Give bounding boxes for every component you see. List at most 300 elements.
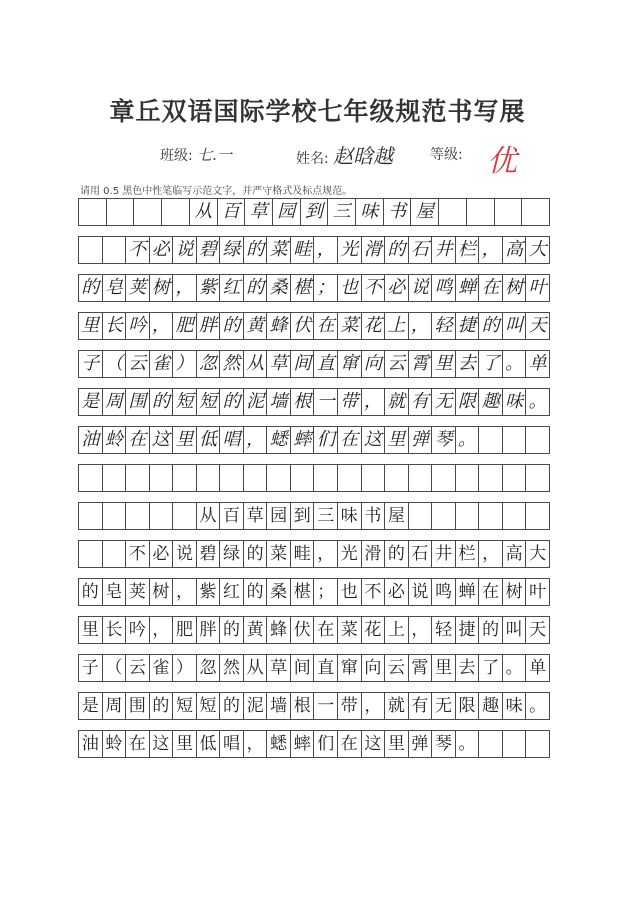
grid-cell: 捷 [456,312,480,340]
grid-cell: 百 [218,198,246,226]
grid-cell: 伏 [291,616,315,644]
grid-cell: 味 [503,388,527,416]
grid-cell: ， [150,616,174,644]
grid-cell [150,464,174,492]
grid-cell: 去 [456,654,480,682]
grid-cell: 花 [362,312,386,340]
grid-cell: ） [173,654,197,682]
grid-cell: 轻 [432,616,456,644]
grid-cell: 忽 [197,350,221,378]
grid-cell [103,502,127,530]
grid-cell: 根 [291,692,315,720]
grid-cell: 们 [314,426,338,454]
grid-cell: 伏 [291,312,315,340]
grid-cell: 低 [197,426,221,454]
grid-cell: 的 [79,578,103,606]
class-value: 七.一 [197,146,232,164]
grid-cell: 霄 [409,654,433,682]
grid-cell: 在 [126,426,150,454]
grid-cell: 无 [432,692,456,720]
grid-cell: 。 [456,730,480,758]
grid-cell [503,502,527,530]
grid-cell: 里 [173,426,197,454]
grid-cell: 的 [220,312,244,340]
grid-cell: 树 [150,274,174,302]
grid-cell: 井 [432,236,456,264]
grid-cell: 趣 [479,692,503,720]
grid-cell: 琴 [432,426,456,454]
grid-cell: 也 [338,274,362,302]
grid-cell: 在 [479,274,503,302]
grid-cell: 胖 [197,616,221,644]
grid-cell: 石 [409,236,433,264]
grid-cell: 椹 [291,274,315,302]
grid-cell: 滑 [362,540,386,568]
grid-cell: 里 [432,654,456,682]
grid-cell: 也 [338,578,362,606]
grid-cell: 井 [432,540,456,568]
grid-cell [503,730,527,758]
grid-cell: 根 [291,388,315,416]
grid-cell [126,502,150,530]
grid-cell: 雀 [150,654,174,682]
grid-cell: 的 [479,312,503,340]
grid-cell: 单 [526,654,550,682]
grade-value: 优 [487,144,517,179]
grid-cell: 大 [526,540,550,568]
grid-cell: 在 [479,578,503,606]
grid-cell [479,730,503,758]
grid-cell: 吟 [126,312,150,340]
grid-cell: 子 [79,350,103,378]
grid-cell: 墙 [267,388,291,416]
grid-cell: 的 [244,578,268,606]
grid-cell: 不 [362,578,386,606]
grid-cell: 在 [314,312,338,340]
grid-cell: 弹 [409,730,433,758]
grid-cell: 油 [79,426,103,454]
grid-cell: 的 [150,692,174,720]
grid-cell: 光 [338,236,362,264]
grid-cell: （ [103,654,127,682]
grid-cell: 味 [356,198,384,226]
grid-cell: 然 [220,654,244,682]
grid-cell: 云 [385,654,409,682]
grid-cell: 里 [79,616,103,644]
grid-cell: 蛉 [103,426,127,454]
grid-cell: 桑 [267,274,291,302]
grade-label: 等级: [430,147,463,163]
grid-cell: 霄 [409,350,433,378]
grid-cell: 里 [385,730,409,758]
grid-cell: 必 [150,236,174,264]
grid-cell: 子 [79,654,103,682]
grid-cell: 不 [126,236,150,264]
grid-cell [79,236,103,264]
grid-cell [134,198,162,226]
grid-cell: 里 [385,426,409,454]
grid-cell: 长 [103,312,127,340]
grid-cell [314,464,338,492]
grid-cell: 百 [220,502,244,530]
grid-cell [103,464,127,492]
grid-cell: 。 [503,350,527,378]
grid-cell: 三 [314,502,338,530]
grid-cell [338,464,362,492]
grid-cell: 泥 [244,388,268,416]
grid-cell: ， [362,388,386,416]
grid-cell: 蟋 [267,730,291,758]
grid-cell: 捷 [456,616,480,644]
grid-cell: 说 [409,274,433,302]
grid-cell: 琴 [432,730,456,758]
grid-cell: ， [409,312,433,340]
grid-cell: 三 [328,198,356,226]
grid-cell: 菜 [338,616,362,644]
grid-cell: 在 [338,426,362,454]
grid-cell: 黄 [244,616,268,644]
grid-cell: 说 [173,236,197,264]
grid-cell: ， [314,540,338,568]
grid-cell: 窜 [338,654,362,682]
grid-cell: 碧 [197,540,221,568]
grid-cell: 是 [79,692,103,720]
grid-cell [150,502,174,530]
grid-cell [267,464,291,492]
grid-cell: 围 [126,692,150,720]
grid-cell: 栏 [456,540,480,568]
grid-cell: 泥 [244,692,268,720]
grid-cell: ， [244,426,268,454]
grid-row [78,198,550,226]
grid-cell: ； [314,274,338,302]
grid-cell: 园 [273,198,301,226]
grid-cell: 间 [291,350,315,378]
grid-cell: 。 [526,388,550,416]
grid-cell: ， [362,692,386,720]
grid-cell: 的 [244,274,268,302]
grid-cell: 短 [197,692,221,720]
grid-cell: 碧 [197,236,221,264]
grid-cell: 在 [126,730,150,758]
grid-cell: 一 [314,388,338,416]
grid-cell [362,464,386,492]
grid-cell: 绿 [220,236,244,264]
grid-cell: 带 [338,388,362,416]
grid-cell: 一 [314,692,338,720]
grid-cell [503,426,527,454]
grid-cell: 在 [314,616,338,644]
grid-cell [526,464,550,492]
grid-cell: 了 [479,350,503,378]
grid-cell: 肥 [173,616,197,644]
grid-cell: 间 [291,654,315,682]
grid-cell: 这 [362,730,386,758]
grid-cell: 味 [503,692,527,720]
grid-cell: 蟋 [267,426,291,454]
grid-row [78,730,550,758]
grid-cell: ， [244,730,268,758]
grid-cell: 然 [220,350,244,378]
grid-cell: 红 [220,578,244,606]
grid-cell: 云 [126,654,150,682]
grade-info [430,144,463,164]
grid-cell [432,502,456,530]
grid-cell [456,502,480,530]
grid-cell: 。 [526,692,550,720]
grid-cell: 肥 [173,312,197,340]
grid-cell: 在 [338,730,362,758]
grid-cell [79,464,103,492]
grid-cell: 绿 [220,540,244,568]
grid-cell: 高 [503,236,527,264]
grid-cell: 短 [197,388,221,416]
grid-row [78,692,550,720]
grid-cell: 弹 [409,426,433,454]
grid-cell: 去 [456,350,480,378]
grid-cell: 从 [244,654,268,682]
grid-cell: 说 [173,540,197,568]
grid-cell: 单 [526,350,550,378]
grid-cell: 雀 [150,350,174,378]
grid-cell: 鸣 [432,274,456,302]
grid-cell [526,730,550,758]
grid-cell [162,198,190,226]
grid-cell: 里 [173,730,197,758]
grid-cell: 蜂 [267,312,291,340]
grid-cell: 唱 [220,730,244,758]
grid-cell: 的 [220,616,244,644]
grid-cell: 的 [79,274,103,302]
grid-cell: 屋 [385,502,409,530]
grid-cell: 书 [362,502,386,530]
grid-cell: 大 [526,236,550,264]
grid-cell [409,464,433,492]
grid-cell: ， [150,312,174,340]
grid-cell: 叫 [503,616,527,644]
grid-cell: 椹 [291,578,315,606]
grid-cell: 直 [314,654,338,682]
grid-cell [79,502,103,530]
instruction-text: 请用 0.5 黑色中性笔临写示范文字，并严守格式及标点规范。 [80,186,353,197]
grid-cell [439,198,467,226]
grid-cell: 。 [503,654,527,682]
grid-cell: 低 [197,730,221,758]
grid-cell: 必 [385,578,409,606]
grid-row [78,502,550,530]
grid-cell: 就 [385,388,409,416]
grid-cell [456,464,480,492]
grid-cell: 的 [220,692,244,720]
name-value: 赵晗越 [333,144,394,168]
grid-cell [107,198,135,226]
grid-cell: 屋 [411,198,439,226]
grid-cell: 的 [385,540,409,568]
grid-cell: 园 [267,502,291,530]
name-label: 姓名: [296,151,329,167]
grid-cell: 光 [338,540,362,568]
grid-cell: 带 [338,692,362,720]
grid-cell: 桑 [267,578,291,606]
class-label: 班级: [160,148,193,164]
grid-cell: 蛉 [103,730,127,758]
grid-cell: 就 [385,692,409,720]
grid-cell: 。 [456,426,480,454]
grid-cell: 草 [267,654,291,682]
grid-cell [173,464,197,492]
grid-cell: 围 [126,388,150,416]
grid-cell: 草 [267,350,291,378]
grid-cell: 天 [526,616,550,644]
grid-cell: 油 [79,730,103,758]
grid-cell: 蝉 [456,578,480,606]
grid-cell: 窜 [338,350,362,378]
grid-cell: 鸣 [432,578,456,606]
grid-cell: 必 [385,274,409,302]
grid-cell: 的 [385,236,409,264]
grid-cell: 栏 [456,236,480,264]
grid-row [78,236,550,264]
grid-cell: 菜 [338,312,362,340]
grid-cell: ， [479,236,503,264]
grid-cell [126,464,150,492]
grid-cell: 叶 [526,578,550,606]
grid-cell: 到 [301,198,329,226]
grid-row [78,578,550,606]
grid-cell: 周 [103,388,127,416]
grid-row [78,350,550,378]
grid-cell: 里 [79,312,103,340]
grid-cell: 直 [314,350,338,378]
grid-cell: 树 [503,578,527,606]
grid-cell: 这 [362,426,386,454]
grid-cell: 树 [503,274,527,302]
grid-cell: 蜂 [267,616,291,644]
grid-cell: ， [173,578,197,606]
grid-cell: 书 [384,198,412,226]
grid-cell: 不 [126,540,150,568]
grid-cell: 的 [479,616,503,644]
grid-row [78,388,550,416]
grid-cell [244,464,268,492]
grid-cell: 畦 [291,236,315,264]
grid-cell: 唱 [220,426,244,454]
grid-cell: （ [103,350,127,378]
grid-cell: 荚 [126,578,150,606]
grid-cell: 了 [479,654,503,682]
grid-cell [409,502,433,530]
grid-cell: 不 [362,274,386,302]
grid-cell: ， [409,616,433,644]
grid-cell [432,464,456,492]
grid-cell: 味 [338,502,362,530]
grid-cell: 向 [362,654,386,682]
name-info [296,140,393,169]
grid-row [78,426,550,454]
grid-cell [79,198,107,226]
grid-cell: 天 [526,312,550,340]
grid-row [78,654,550,682]
grid-cell: 是 [79,388,103,416]
grid-cell: 轻 [432,312,456,340]
grid-cell: 上 [385,312,409,340]
grid-cell: 短 [173,388,197,416]
grid-cell: 蟀 [291,730,315,758]
grid-row [78,312,550,340]
grid-cell: 忽 [197,654,221,682]
grid-row [78,274,550,302]
grid-cell: 的 [150,388,174,416]
grid-cell: 们 [314,730,338,758]
grid-cell: 有 [409,692,433,720]
grid-cell [503,464,527,492]
grid-cell [522,198,550,226]
grid-cell: 无 [432,388,456,416]
grid-row [78,540,550,568]
grid-cell [291,464,315,492]
grid-cell [103,236,127,264]
grid-cell: 短 [173,692,197,720]
grid-cell [220,464,244,492]
grid-cell: 这 [150,426,174,454]
writing-grid [78,198,550,768]
grid-cell: 墙 [267,692,291,720]
grid-cell: 蝉 [456,274,480,302]
grid-cell: 畦 [291,540,315,568]
grid-row [78,464,550,492]
grid-cell: 紫 [197,578,221,606]
grid-cell [385,464,409,492]
page-title: 章丘双语国际学校七年级规范书写展 [109,97,526,126]
grid-cell: 上 [385,616,409,644]
grid-cell: 花 [362,616,386,644]
grid-cell: ； [314,578,338,606]
grid-cell: 树 [150,578,174,606]
grid-cell [197,464,221,492]
grid-row [78,616,550,644]
grid-cell: 叫 [503,312,527,340]
grid-cell: 这 [150,730,174,758]
grid-cell: 从 [197,502,221,530]
grid-cell [479,426,503,454]
grid-cell: 云 [385,350,409,378]
class-info [160,144,232,165]
grid-cell: 限 [456,692,480,720]
grid-cell: 荚 [126,274,150,302]
grid-cell [79,540,103,568]
grid-cell: 从 [244,350,268,378]
grid-cell: 黄 [244,312,268,340]
grid-cell: 向 [362,350,386,378]
grid-cell: 的 [220,388,244,416]
grid-cell [103,540,127,568]
grid-cell: 周 [103,692,127,720]
grid-cell: ， [479,540,503,568]
grid-cell: 从 [190,198,218,226]
grid-cell: 的 [244,236,268,264]
grid-cell: 限 [456,388,480,416]
grid-cell: 说 [409,578,433,606]
grid-cell [495,198,523,226]
grid-cell: 趣 [479,388,503,416]
grid-cell: 必 [150,540,174,568]
grid-cell: 叶 [526,274,550,302]
grid-cell: ， [314,236,338,264]
grid-cell [479,464,503,492]
grid-cell: 红 [220,274,244,302]
grid-cell: 里 [432,350,456,378]
grid-cell [526,426,550,454]
